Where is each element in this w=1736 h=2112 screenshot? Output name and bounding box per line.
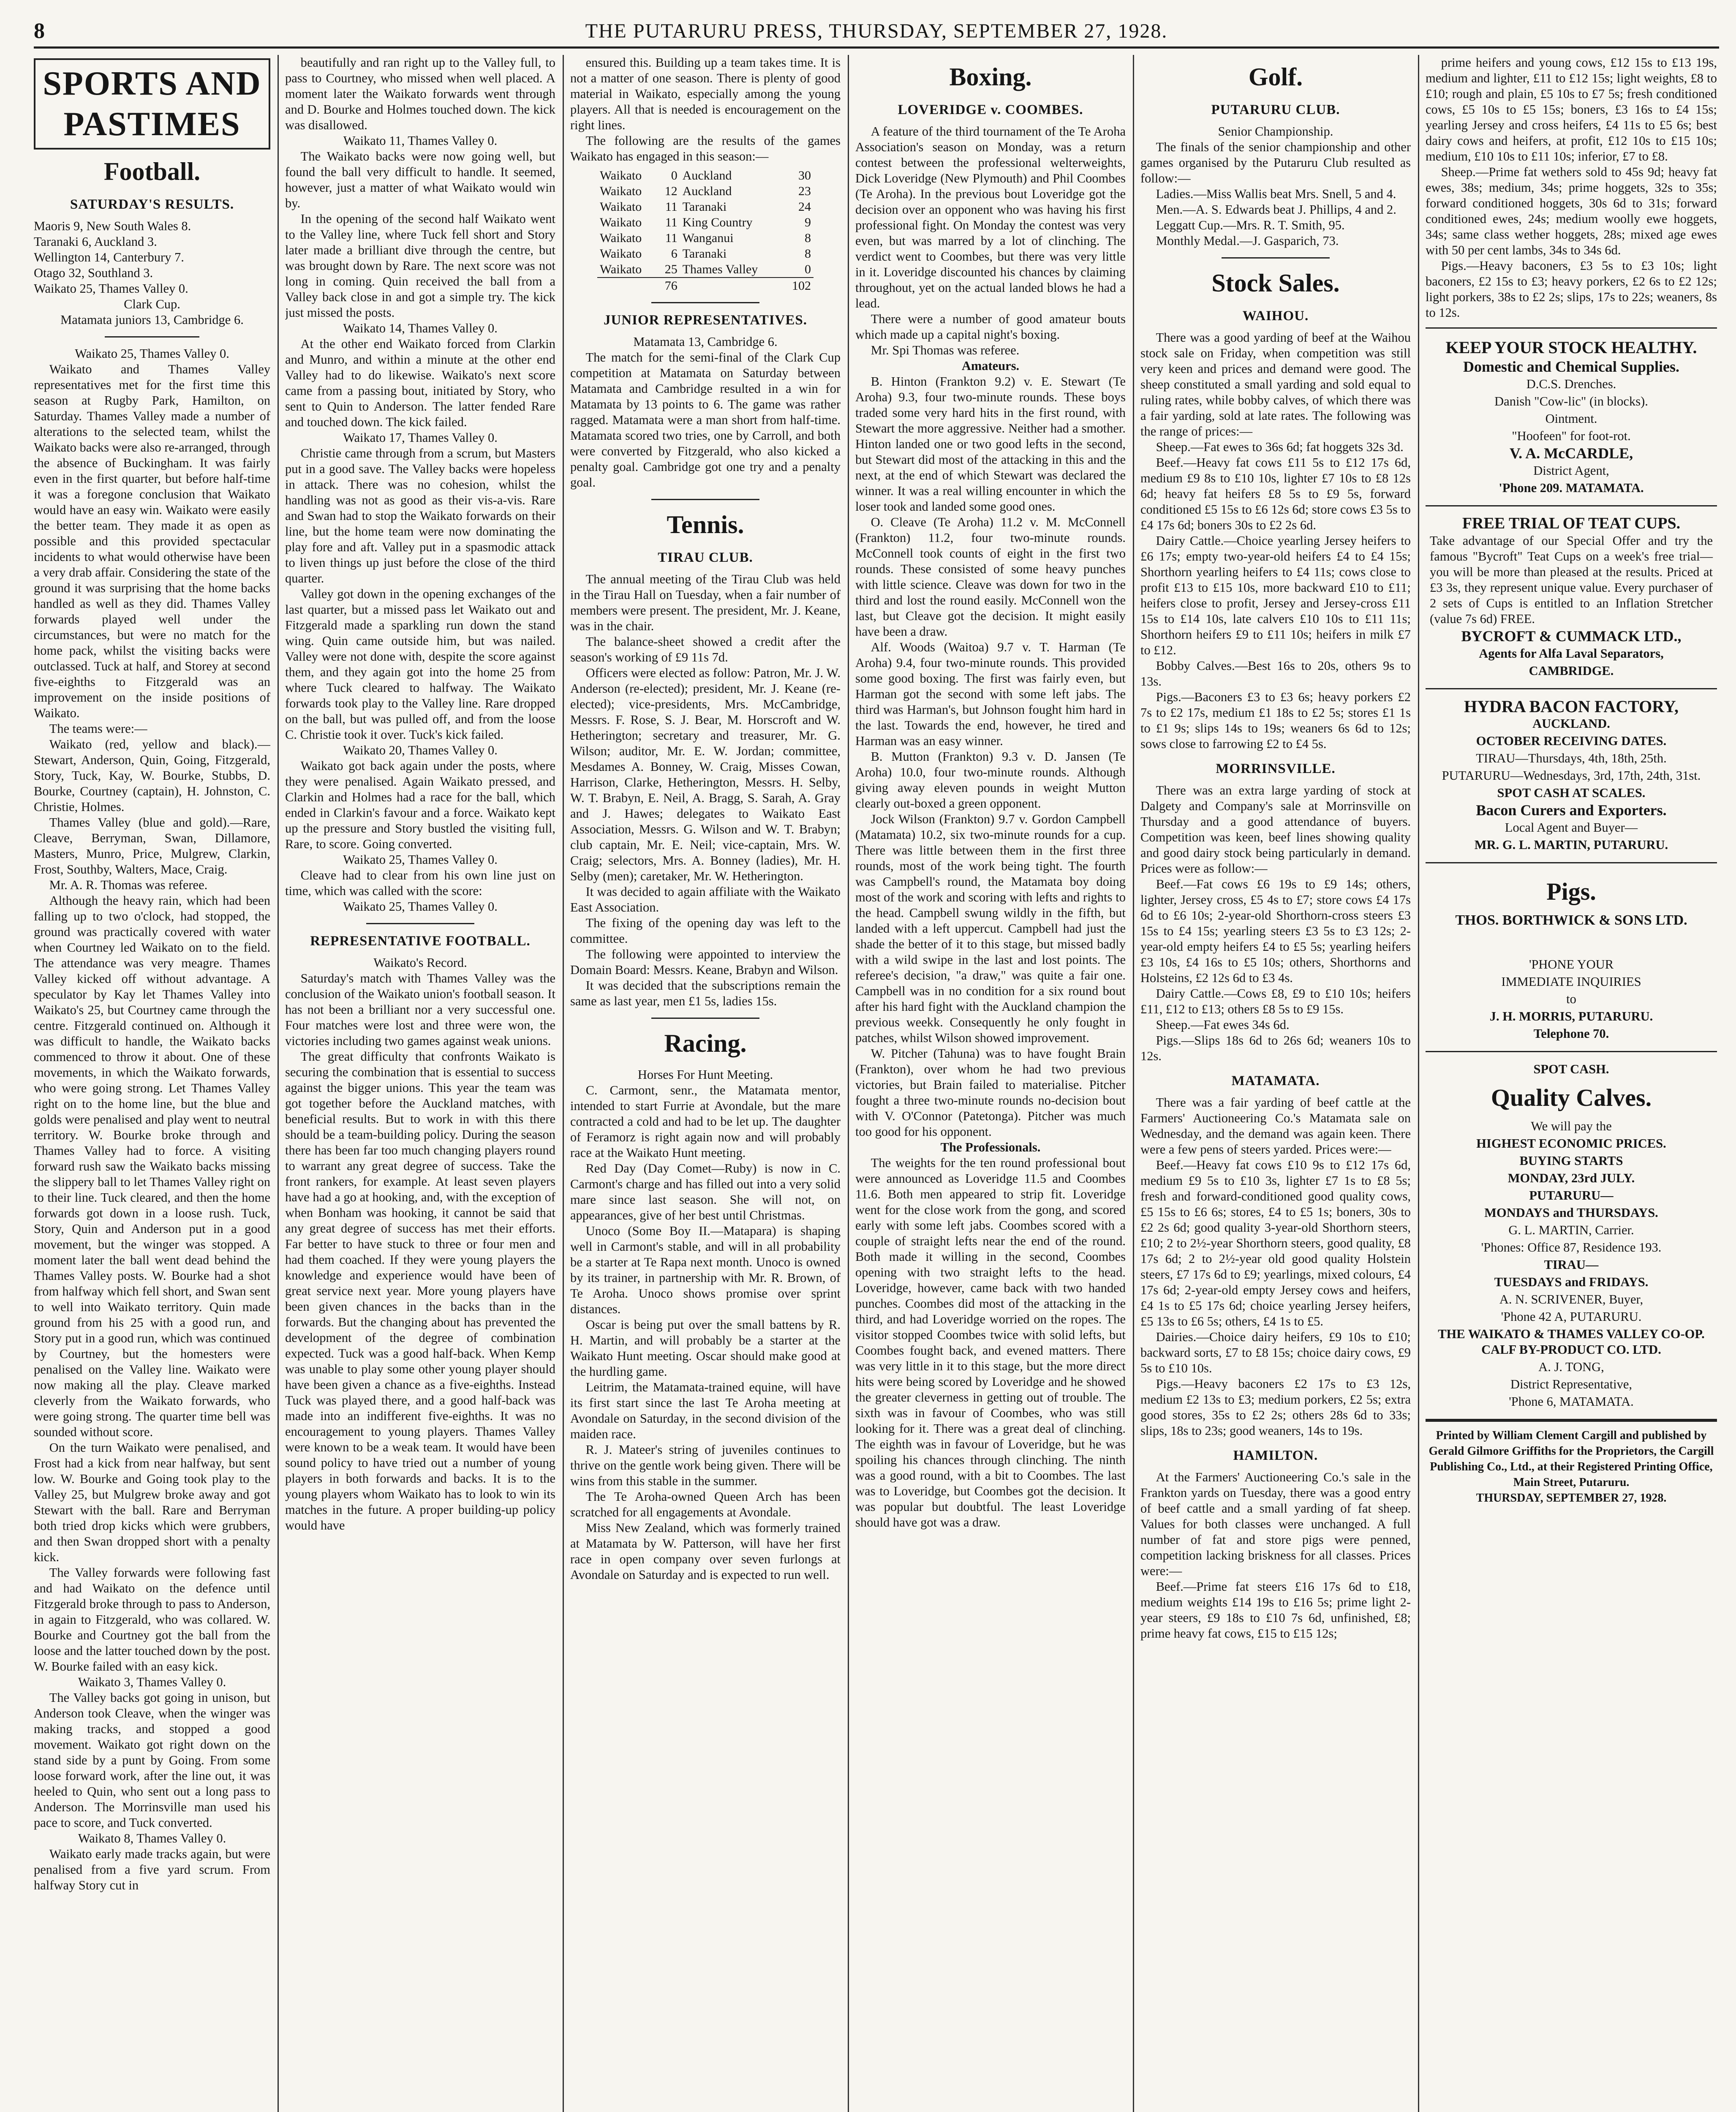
article-paragraph: Waikato and Thames Valley representatives met for the first time this season at Rugby Park, Hamilton, on Saturday. Thames Valley made a number of alterations to the selected team, whilst the Waikato backs were also re-arranged, through the absence of Buckingham. It was fairly even in the first quarter, but before half-time it was a foregone conclusion that Waikato would have an easy win. Waikato were easily the better team. They made it as open as possible and this provided spectacular incidents to what would otherwise have been a very drab affair. Considering the state of the ground it was surprising that the home backs handled as well as they did. Thames Valley forwards played well under the circumstances, but were no match for the home pack, whilst the visiting backs were outclassed. Tuck at half, and Storey at second five-eighths to Fitzgerald was an improvement on the inside positions of Waikato.	[34, 362, 270, 720]
divider	[651, 499, 759, 500]
article-paragraph: Men.—A. S. Edwards beat J. Phillips, 4 and 2.	[1156, 202, 1396, 217]
advert-line: D.C.S. Drenches.	[1526, 377, 1616, 391]
table-row: Waikato 12 Auckland 23	[600, 184, 811, 198]
article-paragraph: R. J. Mateer's string of juveniles continues to thrive on the gentle work being given. There will be wins from this stable in the summer.	[570, 1442, 841, 1488]
advert-pigs	[1426, 863, 1717, 1052]
article-paragraph: Dairy Cattle.—Choice yearling Jersey heifers to £6 17s; empty two-year-old heifers £4 to £4 15s; Shorthorn yearling heifers to £4 11s; cows close to profit £13 to £15 10s, more backward £10 to £11; heifers close to profit, Jersey and Jersey-cross £11 15s to £14 10s, late calvers £10 10s to £11 11s; Shorthorn heifers £9 to £11 10s; heifers in milk £7 to £12.	[1140, 533, 1411, 657]
golf-heading: Golf.	[1248, 63, 1303, 91]
imprint-date: THURSDAY, SEPTEMBER 27, 1928.	[1476, 1491, 1667, 1505]
masthead	[34, 17, 1719, 49]
article-paragraph: The Te Aroha-owned Queen Arch has been scratched for all engagements at Avondale.	[570, 1489, 841, 1519]
article-paragraph: Pigs.—Heavy baconers, £3 5s to £3 10s; light baconers, £2 15s to £3; heavy porkers, £2 6s to £2 12s; light porkers, 38s to £2 2s; slips, 17s to 22s; weaners, 8s to 12s.	[1426, 259, 1717, 320]
article-paragraph: Alf. Woods (Waitoa) 9.7 v. T. Harman (Te Aroha) 9.4, four two-minute rounds. This provided some good boxing. The first was fairly even, but Harman got the second with some left jabs. The third was Harman's, but Johnson fought him hard in the last. Towards the end, however, he tired and Harman was an easy winner.	[855, 640, 1126, 748]
advert-line: HIGHEST ECONOMIC PRICES.	[1476, 1136, 1666, 1151]
column-6	[1426, 55, 1717, 2112]
advert-title: FREE TRIAL OF TEAT CUPS.	[1462, 514, 1681, 532]
article-paragraph: Unoco (Some Boy II.—Matapara) is shaping well in Carmont's stable, and will in all probability be a starter at Te Rapa next month. Unoco is owned by its trainer, in partnership with Mr. R. Brown, of Te Aroha. Unoco shows promise over sprint distances.	[570, 1224, 841, 1316]
boxing-heading: Boxing.	[949, 63, 1032, 91]
column-rule	[848, 55, 849, 2112]
column-rule	[278, 55, 279, 2112]
article-paragraph: prime heifers and young cows, £12 15s to £13 19s, medium and lighter, £11 to £12 15s; light weights, £8 to £10; rough and plain, £5 10s to £7 5s; fresh conditioned cows, £5 10s to £5 15s; boners, £3 16s to £4 15s; yearling Jersey and cross heifers, £4 11s to £5 6s; best dairy cows and heifers, at profit, £12 10s to £15 10s; medium, £10 10s to £11 10s; inferior, £7 to £8.	[1426, 55, 1717, 163]
advert-line: Danish "Cow-lic" (in blocks).	[1494, 394, 1648, 408]
article-paragraph: Pigs.—Heavy baconers £2 17s to £3 12s, medium £2 13s to £3; medium porkers, £2 5s; extra good stores, 35s to £2 2s; others 28s 6d to 33s; slips, 18s to 23s; good weaners, 14s to 19s.	[1140, 1377, 1411, 1438]
advert-line: MONDAY, 23rd JULY.	[1507, 1171, 1635, 1185]
article-paragraph: Beef.—Fat cows £6 19s to £9 14s; others, lighter, Jersey cross, £5 4s to £7; store cows £4 17s 6d to £6 10s; 2-year-old Shorthorn-cross steers £3 15s to £4 15s; yearling steers £3 5s to £3 12s; 2-year-old empty heifers £4 to £5 5s; yearling heifers £3 10s, £4 16s to £5 10s; others, Shorthorns and Holsteins, £2 12s 6d to £3 4s.	[1140, 877, 1411, 985]
article-paragraph: Leggatt Cup.—Mrs. R. T. Smith, 95.	[1156, 218, 1345, 232]
advert-line: G. L. MARTIN, Carrier.	[1508, 1223, 1634, 1237]
advert-title: Pigs.	[1546, 878, 1596, 905]
advert-line: SPOT CASH.	[1533, 1062, 1609, 1076]
article-paragraph: O. Cleave (Te Aroha) 11.2 v. M. McConnell (Frankton) 11.2, four two-minute rounds. McConnell took counts of eight in the first two rounds. These consisted of some heavy punches with little science. Cleave was down for two in the third and lost the round easily. McConnell won the last, but Cleave got the decision. It might easily have been a draw.	[855, 515, 1126, 639]
article-paragraph: The Valley backs got going in unison, but Anderson took Cleave, when the winger was making tracks, and stopped a good movement. Waikato got right down on the stand side by a punt by Going. From some loose forward work, after the line out, it was heeled to Quin, who sent out a long pass to Anderson. The Morrinsville man used his pace to score, and Tuck converted.	[34, 1690, 270, 1830]
advert-firm: THE WAIKATO & THAMES VALLEY CO-OP. CALF BY-PRODUCT CO. LTD.	[1438, 1327, 1705, 1357]
column-3	[570, 55, 841, 2112]
advert-subtitle: Domestic and Chemical Supplies.	[1463, 358, 1680, 375]
article-paragraph: There were a number of good amateur bouts which made up a capital night's boxing.	[855, 312, 1126, 342]
racing-heading: Racing.	[664, 1029, 747, 1057]
score-line: Waikato 25, Thames Valley 0.	[343, 852, 498, 867]
advert-line: "Hoofeen" for foot-rot.	[1512, 429, 1631, 443]
match-heading: Waikato 25, Thames Valley 0.	[75, 346, 229, 361]
advert-title: Quality Calves.	[1491, 1084, 1652, 1111]
article-paragraph: Cleave had to clear from his own line just on time, which was called with the score:	[285, 868, 555, 898]
advert-line: PUTARURU—	[1529, 1188, 1614, 1203]
advert-line: 'Phones: Office 87, Residence 193.	[1481, 1240, 1662, 1255]
junior-subheading: Matamata 13, Cambridge 6.	[633, 335, 778, 349]
article-paragraph: Leitrim, the Matamata-trained equine, will have its first start since the last Te Aroha meeting at Avondale on Saturday, in the second division of the maiden race.	[570, 1380, 841, 1441]
advert-phone: Telephone 70.	[1533, 1026, 1609, 1041]
table-row: Waikato 11 Taranaki 24	[600, 200, 811, 214]
professionals-heading: The Professionals.	[940, 1140, 1041, 1154]
article-paragraph: Dairy Cattle.—Cows £8, £9 to £10 10s; heifers £11, £12 to £13; others £8 5s to £9 15s.	[1140, 986, 1411, 1016]
table-row: Waikato 11 King Country 9	[600, 215, 811, 229]
article-paragraph: Bobby Calves.—Best 16s to 20s, others 9s to 13s.	[1140, 659, 1411, 689]
article-paragraph: Ladies.—Miss Wallis beat Mrs. Snell, 5 and 4.	[1156, 187, 1396, 201]
column-4	[855, 55, 1126, 2112]
column-2	[285, 55, 555, 2112]
tirau-club-heading: TIRAU CLUB.	[658, 550, 753, 565]
advert-teat-cups	[1426, 506, 1717, 689]
article-paragraph: There was an extra large yarding of stock at Dalgety and Company's sale at Morrinsville on Thursday and a good attendance of buyers. Competition was keen, beef lines showing quality and good dairy stock being particularly in demand. Prices were as follow:—	[1140, 783, 1411, 876]
article-paragraph: Beef.—Heavy fat cows £10 9s to £12 17s 6d, medium £9 5s to £10 3s, lighter £7 1s to £8 5s; fresh and forward-conditioned good quality cows, £5 15s to £6 6s; stores, £4 to £5 1s; boners, 30s to £2 2s 6d; good quality 3-year-old Shorthorn steers, £10; 2 to 2½-year Shorthorn steers, good quality, £8 17s 6d; 2 to 2½-year old good quality Holstein steers, £7 17s 6d to £9; yearlings, mixed colours, £4 17s 6d; 2-year-old empty Jersey cows and heifers, £4 1s to £5 17s 6d; choice yearling Jersey heifers, £5 13s to £6 5s; others, £4 1s to £5.	[1140, 1158, 1411, 1328]
advert-line: Bacon Curers and Exporters.	[1476, 802, 1667, 819]
advert-name: J. H. MORRIS, PUTARURU.	[1489, 1009, 1653, 1023]
clark-cup-result: Matamata juniors 13, Cambridge 6.	[60, 313, 244, 327]
junior-representatives-heading: JUNIOR REPRESENTATIVES.	[603, 313, 808, 328]
article-paragraph: Mr. Spi Thomas was referee.	[871, 343, 1020, 357]
waikato-record-subheading: Waikato's Record.	[373, 955, 467, 970]
article-paragraph: Officers were elected as follow: Patron, Mr. J. W. Anderson (re-elected); president, Mr. J. Keane (re-elected); vice-presidents, Mrs. McCambridge, Messrs. F. Rose, S. J. Bear, M. Horscroft and W. Hetherington; secretary and treasurer, Mr. G. Wilson; auditor, Mr. E. W. Jordan; committee, Mesdames A. Bonney, W. Craig, Misses Cowan, Harrison, Clarke, Hetherington, Messrs. H. Selby, W. T. Brabyn, E. Neil, A. Bragg, S. Sarah, A. Gray and J. Hawes; delegates to Waikato East Association, Messrs. G. Wilson and W. T. Brabyn; club captain, Mr. E. Neil; vice-captain, Mrs. W. Craig; selectors, Mrs. A. Bonney (ladies), Mr. H. Selby (men); caretaker, Mr. W. Hetherington.	[570, 666, 841, 883]
article-paragraph: Thames Valley (blue and gold).—Rare, Cleave, Berryman, Swan, Dillamore, Masters, Munro, Price, Mulgrew, Clarkin, Frost, Southby, Walters, Mace, Craig.	[34, 815, 270, 876]
article-paragraph: It was decided that the subscriptions remain the same as last year, men £1 5s, ladies 15s.	[570, 978, 841, 1008]
article-paragraph: beautifully and ran right up to the Valley full, to pass to Courtney, who missed when well placed. A moment later the Waikato forwards went through and D. Bourke and Holmes touched down. The kick was disallowed.	[285, 55, 555, 132]
page-number: 8	[34, 19, 45, 43]
advert-line: Agents for Alfa Laval Separators,	[1479, 646, 1664, 661]
result-line: Otago 32, Southland 3.	[34, 266, 153, 280]
article-paragraph: The annual meeting of the Tirau Club was held in the Tirau Hall on Tuesday, when a fair number of members were present. The president, Mr. J. Keane, was in the chair.	[570, 572, 841, 633]
clark-cup-heading: Clark Cup.	[124, 297, 180, 311]
season-record-table	[597, 168, 814, 294]
advert-line: OCTOBER RECEIVING DATES.	[1476, 734, 1667, 748]
table-row: Waikato 25 Thames Valley 0	[600, 262, 811, 276]
article-paragraph: Monthly Medal.—J. Gasparich, 73.	[1156, 234, 1339, 248]
article-paragraph: Oscar is being put over the small battens by R. H. Martin, and will probably be a starter at the Waikato Hunt meeting. Oscar should make good at the hurdling game.	[570, 1317, 841, 1379]
racing-subheading: Horses For Hunt Meeting.	[637, 1067, 773, 1082]
divider	[366, 923, 474, 924]
advert-line: Local Agent and Buyer—	[1505, 820, 1638, 835]
score-line: Waikato 3, Thames Valley 0.	[78, 1675, 226, 1689]
masthead-title: THE PUTARURU PRESS, THURSDAY, SEPTEMBER 27, 1928.	[585, 20, 1168, 42]
advert-line: BUYING STARTS	[1519, 1154, 1623, 1168]
article-paragraph: The following are the results of the games Waikato has engaged in this season:—	[570, 133, 841, 163]
advert-line: MONDAYS and THURSDAYS.	[1484, 1206, 1658, 1220]
article-paragraph: Red Day (Day Comet—Ruby) is now in C. Carmont's charge and has filled out into a very solid mare since last season. She will not, on appearances, give of her best until Christmas.	[570, 1161, 841, 1222]
article-paragraph: Jock Wilson (Frankton) 9.7 v. Gordon Campbell (Matamata) 10.2, six two-minute rounds for a cup. There was little between them in the first three rounds, most of the work being tight. The fourth was Campbell's round, the Matamata boy doing most of the work and scoring with lefts and rights to the head. Campbell swung wildly in the fifth, but landed with a left uppercut. Campbell had just the shade the better of it to this stage, but missed badly with a wild swipe in the last and lost points. The referee's decision, "a draw," was quite a fair one. Campbell was in no condition for a six round bout after his hard fight with the Auckland champion the previous weekk. Consequently he only fought in patches, whilst Wilson showed improvement.	[855, 812, 1126, 1045]
advert-line: We will pay the	[1531, 1119, 1612, 1133]
advert-line: 'Phone 42 A, PUTARURU.	[1501, 1309, 1642, 1324]
article-paragraph: There was a good yarding of beef at the Waihou stock sale on Friday, when competition was still very keen and prices and demand were good. The sheep constituted a small yarding and sold equal to ruling rates, while bobby calves, of which there was a fair yarding, sold at late rates. The following was the range of prices:—	[1140, 330, 1411, 438]
article-paragraph: Valley got down in the opening exchanges of the last quarter, but a missed pass let Waikato out and Fitzgerald made a sparkling run down the stand wing. Quin came outside him, but was nailed. Valley were not done with, despite the score against them, and they again got into the home 25 from where Tuck cleared to halfway. The Waikato forwards took play to the Valley line. Rare dropped on the ball, but was pulled off, and from the loose C. Christie took it over. Tuck's kick failed.	[285, 587, 555, 742]
advert-stock-healthy	[1426, 327, 1717, 506]
article-paragraph: Waikato early made tracks again, but were penalised from a five yard scrum. From halfway Story cut in	[34, 1847, 270, 1892]
score-line: Waikato 11, Thames Valley 0.	[343, 133, 498, 148]
article-paragraph: The finals of the senior championship and other games organised by the Putaruru Club resulted as follow:—	[1140, 140, 1411, 185]
score-line: Waikato 20, Thames Valley 0.	[343, 743, 498, 757]
advert-line: to	[1566, 992, 1576, 1006]
article-paragraph: Mr. A. R. Thomas was referee.	[49, 878, 208, 892]
sports-banner: SPORTS AND PASTIMES	[34, 58, 270, 150]
article-paragraph: Saturday's match with Thames Valley was the conclusion of the Waikato union's football season. It has not been a brilliant nor a very successful one. Four matches were lost and three were won, the victories including two games against weak unions.	[285, 971, 555, 1048]
advert-line: AUCKLAND.	[1532, 716, 1610, 731]
result-line: Maoris 9, New South Wales 8.	[34, 219, 191, 233]
advert-line: A. J. TONG,	[1538, 1360, 1604, 1374]
table-row: Waikato 11 Wanganui 8	[600, 231, 811, 245]
column-1	[34, 55, 270, 2112]
imprint-text: Printed by William Clement Cargill and published by Gerald Gilmore Griffiths for the Proprietors, the Cargill Publishing Co., Ltd., at their Registered Printing Office, Main Street, Putaruru.	[1429, 1429, 1714, 1489]
advert-line: PUTARURU—Wednesdays, 3rd, 17th, 24th, 31st.	[1442, 768, 1701, 783]
waihou-heading: WAIHOU.	[1242, 308, 1309, 324]
matamata-heading: MATAMATA.	[1231, 1073, 1320, 1089]
advert-line: Ointment.	[1545, 411, 1597, 426]
advert-line: TUESDAYS and FRIDAYS.	[1494, 1275, 1649, 1289]
article-paragraph: B. Hinton (Frankton 9.2) v. E. Stewart (Te Aroha) 9.3, four two-minute rounds. These boys traded some very hard hits in the first round, with Stewart the more aggressive. Neither had a smother. Hinton landed one or two good lefts in the second, but Stewart did most of the attacking in this and the next, at the end of which Stewart was declared the winner. It was a real willing encounter in which the loser took and landed some good ones.	[855, 374, 1126, 514]
article-paragraph: The match for the semi-final of the Clark Cup competition at Matamata on Saturday between Matamata and Cambridge resulted in a win for Matamata by 13 points to 6. The game was rather ragged. Matamata were a man short from half-time. Matamata scored two tries, one by Carroll, and both were converted by Fitzgerald, who also kicked a penalty goal. Cambridge got one try and a penalty goal.	[570, 350, 841, 490]
article-paragraph: Dairies.—Choice dairy heifers, £9 10s to £10; backward sorts, £7 to £8 15s; choice dairy cows, £9 5s to £10 10s.	[1140, 1330, 1411, 1375]
advert-line: IMMEDIATE INQUIRIES	[1501, 974, 1641, 989]
divider	[651, 1018, 759, 1019]
article-paragraph: The balance-sheet showed a credit after the season's working of £9 11s 7d.	[570, 634, 841, 664]
advert-hydra-bacon	[1426, 689, 1717, 863]
advert-line: District Agent,	[1533, 463, 1609, 478]
score-line: Waikato 8, Thames Valley 0.	[78, 1831, 226, 1845]
divider	[105, 336, 199, 337]
article-paragraph: B. Mutton (Frankton) 9.3 v. D. Jansen (Te Aroha) 10.0, four two-minute rounds. Although giving away eleven pounds in weight Mutton clearly out-boxed a green opponent.	[855, 749, 1126, 811]
article-paragraph: Sheep.—Fat ewes to 36s 6d; fat hoggets 32s 3d.	[1156, 440, 1404, 454]
score-line: Waikato 14, Thames Valley 0.	[343, 321, 498, 335]
article-paragraph: The fixing of the opening day was left to the committee.	[570, 916, 841, 946]
results-list	[34, 218, 270, 297]
advert-title: KEEP YOUR STOCK HEALTHY.	[1445, 338, 1697, 357]
advert-line: CAMBRIDGE.	[1529, 664, 1614, 678]
article-paragraph: The following were appointed to interview the Domain Board: Messrs. Keane, Brabyn and Wilson.	[570, 947, 841, 977]
article-paragraph: There was a fair yarding of beef cattle at the Farmers' Auctioneering Co.'s Matamata sale on Wednesday, and the demand was again keen. There were a few pens of steers yarded. Prices were:—	[1140, 1095, 1411, 1157]
table-total-row: 76 102	[597, 278, 814, 294]
article-paragraph: The great difficulty that confronts Waikato is securing the combination that is essential to success against the bigger unions. This year the team was got together before the Auckland matches, with beneficial results. But to work in with this there should be a team-building policy. During the season there has been far too much changing players round to warrant any great degree of success. Take the front rankers, for example. At least seven players have had a go at hooking, and, with the exception of when Bonham was hooking, it cannot be said that any great degree of success has met their efforts. Far better to have stuck to three or four men and had them coached. If they were young players the knowledge and experience would have been of great service next year. More young players have been given chances in the backs than in the forwards. But the changing about has prevented the development of the degree of combination expected. Tuck was a good half-back. When Kemp was unable to play some other young player should have been given a chance as a five-eighths. Instead Tuck was played there, and a good half-back was made into an indifferent five-eighths. It was no encouragement to young players. Thames Valley were known to be a weak team. It would have been sound policy to have tried out a number of young players in both forwards and backs. It is to the young players whom Waikato has to look to win its matches in the future. A proper building-up policy would have	[285, 1049, 555, 1532]
advert-firm: BYCROFT & CUMMACK LTD.,	[1461, 628, 1682, 645]
advert-quality-calves	[1426, 1052, 1717, 1420]
article-paragraph: Beef.—Heavy fat cows £11 5s to £12 17s 6d, medium £9 8s to £10 10s, lighter £7 10s to £8 12s 6d; heavy fat heifers £8 5s to £9 5s, forward conditioned £5 15s to £6 12s 6d; store cows £3 5s to £4 17s 6d; boners 30s to £2 2s 6d.	[1140, 455, 1411, 532]
advert-line: TIRAU—	[1544, 1257, 1599, 1272]
boxing-subheading: LOVERIDGE v. COOMBES.	[898, 102, 1083, 117]
advert-line: 'Phone 6, MATAMATA.	[1509, 1394, 1634, 1409]
article-paragraph: C. Carmont, senr., the Matamata mentor, intended to start Furrie at Avondale, but the mare contracted a cold and had to be let up. The daughter of Feramorz is right again now and will probably race at the Waikato Hunt meeting.	[570, 1083, 841, 1160]
article-paragraph: The Valley forwards were following fast and had Waikato on the defence until Fitzgerald broke through to pass to Anderson, in again to Fitzgerald, who was collared. W. Bourke and Courtney got the ball from the loose and the latter touched down by the post. W. Bourke failed with an easy kick.	[34, 1565, 270, 1674]
advert-body: Take advantage of our Special Offer and try the famous "Bycroft" Teat Cups on a week's free trial—you will be more than pleased at the results. Priced at £3 3s, they represent unique value. Every purchaser of 2 sets of Cups is entitled to an Inflation Stretcher (value 7s 6d) FREE.	[1430, 533, 1713, 626]
score-line: Waikato 25, Thames Valley 0.	[343, 899, 498, 914]
stock-sales-heading: Stock Sales.	[1211, 269, 1340, 297]
amateurs-heading: Amateurs.	[961, 359, 1020, 373]
table-row: Waikato 6 Taranaki 8	[600, 247, 811, 261]
article-paragraph: Beef.—Prime fat steers £16 17s 6d to £18, medium weights £14 19s to £16 5s; prime light 2-year steers, £9 18s to £10 7s 6d, unfinished, £8; prime heavy fat cows, £15 to £15 12s;	[1140, 1579, 1411, 1641]
article-paragraph: It was decided to again affiliate with the Waikato East Association.	[570, 885, 841, 914]
divider	[1222, 257, 1330, 259]
golf-subheading: Senior Championship.	[1218, 124, 1333, 139]
result-line: Taranaki 6, Auckland 3.	[34, 234, 157, 249]
table-row: Waikato 0 Auckland 30	[600, 169, 811, 182]
score-line: Waikato 17, Thames Valley 0.	[343, 430, 498, 445]
article-paragraph: Pigs.—Slips 18s 6d to 26s 6d; weaners 10s to 12s.	[1140, 1033, 1411, 1063]
tennis-heading: Tennis.	[667, 511, 744, 539]
football-heading: Football.	[103, 158, 201, 185]
advert-phone: 'Phone 209. MATAMATA.	[1499, 481, 1644, 495]
article-paragraph: Sheep.—Fat ewes 34s 6d.	[1156, 1018, 1290, 1032]
article-paragraph: Christie came through from a scrum, but Masters put in a good save. The Valley backs were hopeless in attack. There was no cohesion, whilst the handling was not as good as their vis-a-vis. Rare and Swan had to stop the Waikato forwards on their line, but the home team were now dominating the play fore and aft. Valley put in a spasmodic attack to liven things up just before the close of the third quarter.	[285, 446, 555, 585]
article-paragraph: Sheep.—Prime fat wethers sold to 45s 9d; heavy fat ewes, 38s; medium, 34s; prime hoggets, 32s to 35s; forward conditioned hoggets, 30s 6d to 31s; forward conditioned ewes, 24s; medium woolly ewe hoggets, 34s; same class wether hoggets, 28s; mixed age ewes with 50 per cent lambs, 34s to 34s 6d.	[1426, 165, 1717, 257]
article-paragraph: The weights for the ten round professional bout were announced as Loveridge 11.5 and Coombes 11.6. Both men appeared to strip fit. Loveridge went for the close work from the gong, and scored early with some left jabs. Coombes scored with a couple of straight lefts near the end of the round. Both made it willing in the second, Coombes opening with two straight lefts to the head. Loveridge, however, came back with two handed punches. Coombes did most of the attacking in the third, and had Loveridge worried on the ropes. The visitor stopped Coombes twice with solid lefts, but Coombes fought back, and evened matters. There was very little in it to this stage, but the more direct hits were being scored by Loveridge and he showed the greater cleverness in getting out of trouble. The sixth was in favour of Coombes, who was still looking for it. There was a great deal of clinching. The eighth was in favour of Loveridge, but he was spoiling his chances through clinching. The ninth was a good round, with a bit to Coombes. The last was to Loveridge, but Coombes got the decision. It was popular but doubtful. The least Loveridge should have got was a draw.	[855, 1156, 1126, 1530]
column-rule	[1418, 55, 1419, 2112]
advert-line: A. N. SCRIVENER, Buyer,	[1499, 1292, 1643, 1306]
advert-line: SPOT CASH AT SCALES.	[1497, 786, 1646, 800]
advert-line: 'PHONE YOUR	[1529, 957, 1614, 972]
column-5	[1140, 55, 1411, 2112]
advert-name: V. A. McCARDLE,	[1509, 445, 1633, 462]
advert-line: District Representative,	[1510, 1377, 1632, 1391]
article-paragraph: Miss New Zealand, which was formerly trained at Matamata by W. Patterson, will have her first race in open company over seven furlongs at Avondale on Saturday and is expected to run well.	[570, 1521, 841, 1582]
article-paragraph: Pigs.—Baconers £3 to £3 6s; heavy porkers £2 7s to £2 17s, medium £1 18s to £2 5s; stores £1 1s to £1 9s; slips 14s to 19s; weaners 6s 6d to 12s; sows close to farrowing £2 to £4 5s.	[1140, 690, 1411, 751]
article-paragraph: W. Pitcher (Tahuna) was to have fought Brain (Frankton), over whom he had two previous victories, but Brain failed to materialise. Pitcher fought a three two-minute rounds no-decision bout with V. O'Connor (Patetonga). Pitcher was much too good for his opponent.	[855, 1046, 1126, 1139]
result-line: Wellington 14, Canterbury 7.	[34, 250, 184, 264]
article-paragraph: Waikato got back again under the posts, where they were penalised. Again Waikato pressed, and Clarkin and Holmes had a race for the ball, which ended in Clarkin's favour and a force. Waikato kept up the pressure and Story bustled the visiting full, Rare, to score. Going converted.	[285, 759, 555, 851]
article-paragraph: At the Farmers' Auctioneering Co.'s sale in the Frankton yards on Tuesday, there was a good entry of beef cattle and a small yarding of fat sheep. Values for both classes were unchanged. A full number of fat and store pigs were penned, competition lacking briskness for all classes. Prices were:—	[1140, 1470, 1411, 1578]
advert-line: MR. G. L. MARTIN, PUTARURU.	[1474, 838, 1668, 852]
article-paragraph: At the other end Waikato forced from Clarkin and Munro, and within a minute at the other end Valley had to do likewise. Waikato's next score came from a passing bout, initiated by Story, who sent to Quin to Anderson. The latter fended Rare and touched down. The kick failed.	[285, 337, 555, 429]
article-paragraph: The teams were:—	[49, 721, 147, 736]
column-rule	[1133, 55, 1134, 2112]
morrinsville-heading: MORRINSVILLE.	[1216, 761, 1336, 776]
article-paragraph: ensured this. Building up a team takes time. It is not a matter of one season. There is plenty of good material in Waikato, especially among the young players. All that is needed is encouragement on the right lines.	[570, 55, 841, 132]
golf-club-heading: PUTARURU CLUB.	[1211, 102, 1340, 117]
advert-line: TIRAU—Thursdays, 4th, 18th, 25th.	[1476, 751, 1667, 765]
column-rule	[563, 55, 564, 2112]
article-paragraph: Although the heavy rain, which had been falling up to two o'clock, had stopped, the ground was practically covered with water when Courtney led Waikato on to the field. The attendance was very meagre. Thames Valley kicked off without advantage. A speculator by Kay let Thames Valley into Waikato's 25, but Courtney came through the centre. Fitzgerald continued on. Although it was difficult to handle, the Waikato backs commenced to throw it about. One of these movements, in which the Waikato forwards, who were going strong. Let Thames Valley right on to the home line, but the blue and golds were penalised and play went to neutral territory. W. Bourke broke through and Thames Valley had to force. A visiting forward rush saw the Waikato backs missing the slippery ball to let Thames Valley right on to their line. Tuck cleared, and then the home forwards got down in a loose rush. Tuck, Story, Quin and Anderson put in a good movement, but the winger was stopped. A moment later the ball went dead behind the Thames Valley posts. W. Bourke had a shot from halfway which fell short, and Swan sent to well into Waikato territory. Quin made ground from his 25 with a good run, and Story put in a good run, which was continued by Courtney, but the homesters were penalised on the Valley line. Waikato were now making all the play. Cleave marked cleverly from the Waikato forwards, who were going strong. The quarter time bell was sounded without score.	[34, 893, 270, 1439]
advert-firm: THOS. BORTHWICK & SONS LTD.	[1455, 912, 1687, 928]
article-paragraph: A feature of the third tournament of the Te Aroha Association's season on Monday, was a return contest between the professional welterweights, Dick Loveridge (New Plymouth) and Phil Coombes (Te Aroha). In the previous bout Loveridge got the decision over an opponent who was having his first professional fight. On Monday the contest was very even, but was marred by a lot of clinching. The verdict went to Coombes, but there was very little in it. Loveridge discounted his chances by claiming throughout, yet on the actual landed blows he had a lead.	[855, 124, 1126, 310]
results-heading: SATURDAY'S RESULTS.	[70, 197, 234, 212]
article-paragraph: In the opening of the second half Waikato went to the Valley line, where Tuck fell short and Story later made a brilliant dive through the centre, but was brought down by Rare. The next score was not long in coming. Quin received the ball from a Valley back close in and got a simple try. The kick just missed the posts.	[285, 212, 555, 320]
printer-imprint	[1426, 1420, 1717, 1506]
hamilton-heading: HAMILTON.	[1233, 1448, 1318, 1463]
representative-football-heading: REPRESENTATIVE FOOTBALL.	[310, 934, 531, 949]
advert-title: HYDRA BACON FACTORY,	[1464, 697, 1679, 716]
article-paragraph: On the turn Waikato were penalised, and Frost had a kick from near halfway, but sent low. W. Bourke and Going took play to the Valley 25, but Mulgrew broke away and got Stewart with the ball. Rare and Berryman both tried drop kicks which were grubbers, and then Swan dropped short with a penalty kick.	[34, 1440, 270, 1564]
divider	[651, 302, 759, 303]
article-paragraph: The Waikato backs were now going well, but found the ball very difficult to handle. It seemed, however, just a matter of what Waikato would win by.	[285, 149, 555, 210]
article-paragraph: Waikato (red, yellow and black).—Stewart, Anderson, Quin, Going, Fitzgerald, Story, Tuck, Kay, W. Bourke, Stubbs, D. Bourke, Courtney (captain), H. Johnston, C. Christie, Holmes.	[34, 737, 270, 814]
result-line: Waikato 25, Thames Valley 0.	[34, 281, 188, 296]
